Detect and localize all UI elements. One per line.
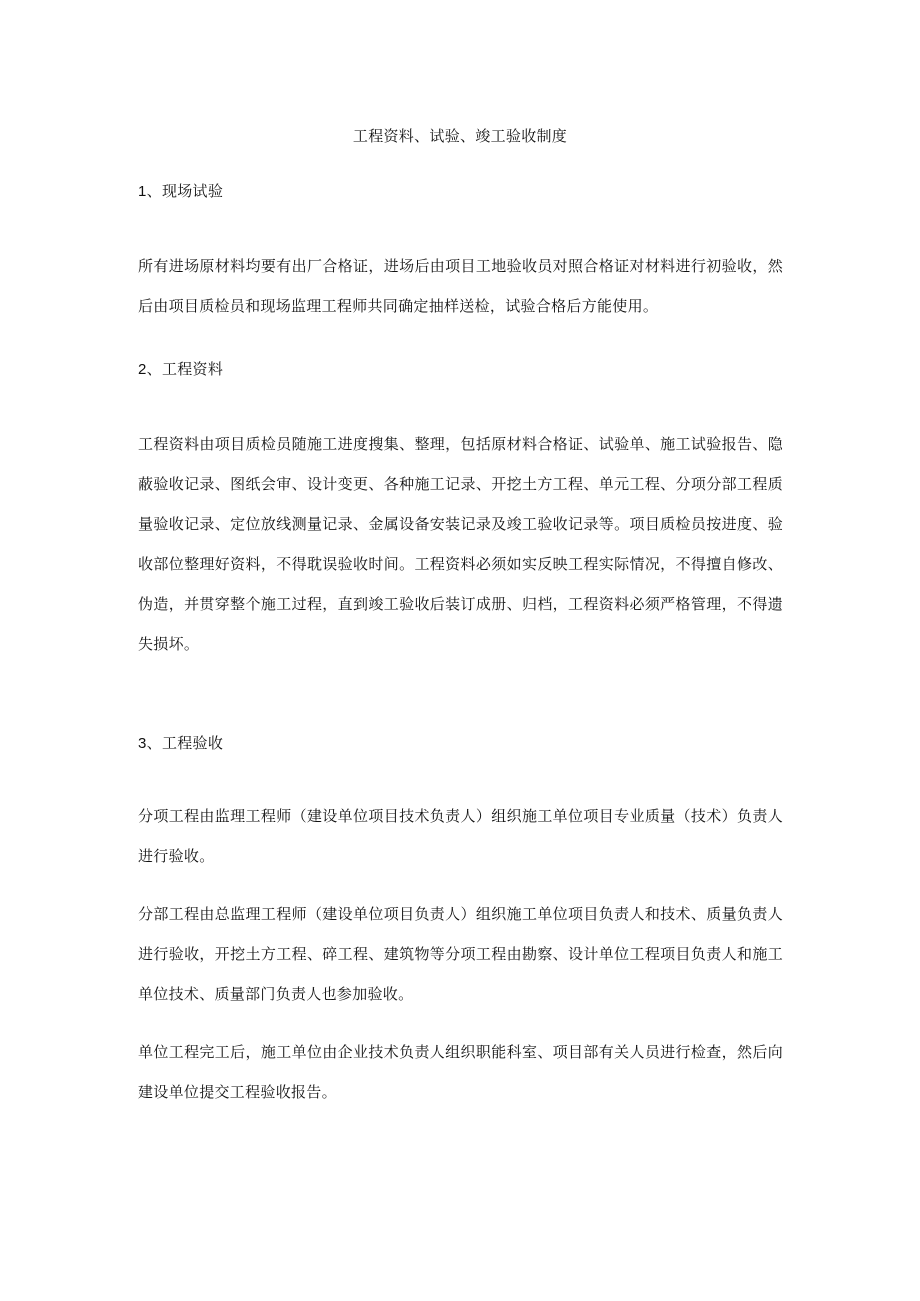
section-heading-2 <box>138 359 223 380</box>
section-number: 3 <box>138 735 147 752</box>
section-heading-1 <box>138 181 223 202</box>
section-3-paragraph-1: 分项工程由监理工程师（建设单位项目技术负责人）组织施工单位项目专业质量（技术）负责人进行验收。 <box>138 807 783 865</box>
section-3-paragraph-2: 分部工程由总监理工程师（建设单位项目负责人）组织施工单位项目负责人和技术、质量负责人进行验收，开挖土方工程、碎工程、建筑物等分项工程由勘察、设计单位工程项目负责人和施工单位技术、质量部门负责人也参加验收。 <box>138 905 783 1003</box>
section-number: 1 <box>138 183 147 200</box>
section-title: 、现场试验 <box>146 182 224 200</box>
section-3-paragraph-3: 单位工程完工后，施工单位由企业技术负责人组织职能科室、项目部有关人员进行检查，然后向建设单位提交工程验收报告。 <box>138 1043 783 1101</box>
section-title: 、工程资料 <box>146 360 224 378</box>
section-number: 2 <box>138 361 147 378</box>
section-heading-3 <box>138 733 223 754</box>
document-title: 工程资料、试验、竣工验收制度 <box>352 127 568 145</box>
section-title: 、工程验收 <box>146 734 224 752</box>
section-1-paragraph-1: 所有进场原材料均要有出厂合格证，进场后由项目工地验收员对照合格证对材料进行初验收，然后由项目质检员和现场监理工程师共同确定抽样送检，试验合格后方能使用。 <box>138 257 783 315</box>
section-2-paragraph-1: 工程资料由项目质检员随施工进度搜集、整理，包括原材料合格证、试验单、施工试验报告、隐蔽验收记录、图纸会审、设计变更、各种施工记录、开挖土方工程、单元工程、分项分部工程质量验收记录、定位放线测量记录、金属设备安装记录及竣工验收记录等。项目质检员按进度、验收部位整理好资料，不得耽误验收时间。工程资料必须如实反映工程实际情况，不得擅自修改、伪造，并贯穿整个施工过程，直到竣工验收后装订成册、归档，工程资料必须严格管理，不得遗失损坏。 <box>138 435 783 653</box>
